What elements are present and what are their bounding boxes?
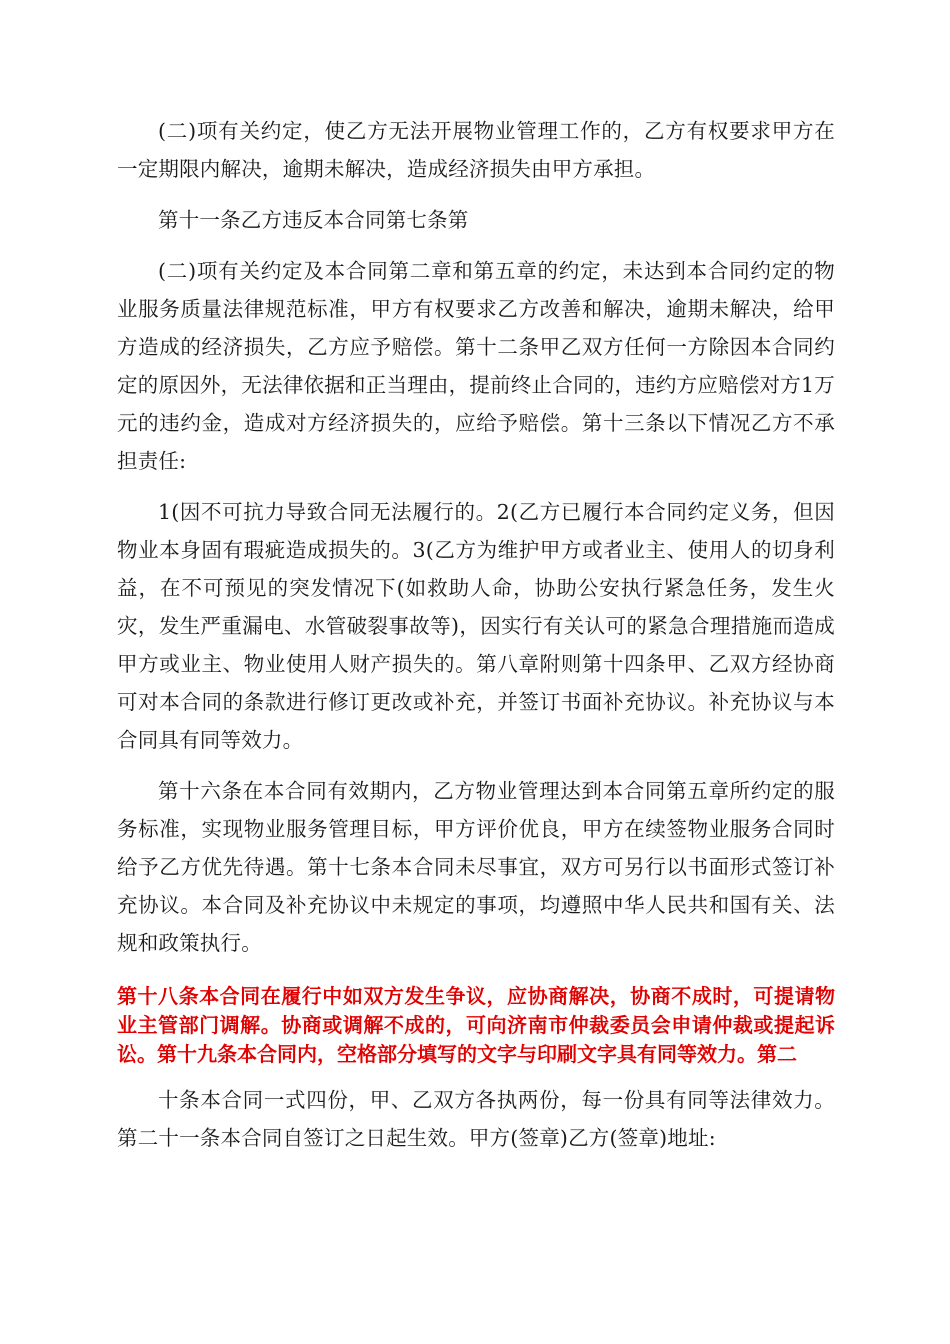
document-page <box>117 112 835 1157</box>
paragraph-4: 1(因不可抗力导致合同无法履行的。2(乙方已履行本合同约定义务，但因物业本身固有瑕疵造成损失的。3(乙方为维护甲方或者业主、使用人的切身利益，在不可预见的突发情况下(如救助人命，协助公安执行紧急任务，发生火灾，发生严重漏电、水管破裂事故等)，因实行有关认可的紧急合理措施而造成甲方或业主、物业使用人财产损失的。第八章附则第十四条甲、乙双方经协商可对本合同的条款进行修订更改或补充，并签订书面补充协议。补充协议与本合同具有同等效力。 <box>117 500 835 752</box>
highlighted-paragraph: 第十八条本合同在履行中如双方发生争议，应协商解决，协商不成时，可提请物业主管部门调解。协商或调解不成的，可向济南市仲裁委员会申请仲裁或提起诉讼。第十九条本合同内，空格部分填写的文字与印刷文字具有同等效力。第二 <box>117 984 835 1066</box>
paragraph-1: (二)项有关约定，使乙方无法开展物业管理工作的，乙方有权要求甲方在一定期限内解决，逾期未解决，造成经济损失由甲方承担。 <box>117 119 835 181</box>
paragraph-3: (二)项有关约定及本合同第二章和第五章的约定，未达到本合同约定的物业服务质量法律规范标准，甲方有权要求乙方改善和解决，逾期未解决，给甲方造成的经济损失，乙方应予赔偿。第十二条甲乙双方任何一方除因本合同约定的原因外，无法律依据和正当理由，提前终止合同的，违约方应赔偿对方1万元的违约金，造成对方经济损失的，应给予赔偿。第十三条以下情况乙方不承担责任: <box>117 259 835 473</box>
paragraph-5: 第十六条在本合同有效期内，乙方物业管理达到本合同第五章所约定的服务标准，实现物业服务管理目标，甲方评价优良，甲方在续签物业服务合同时给予乙方优先待遇。第十七条本合同未尽事宜，双方可另行以书面形式签订补充协议。本合同及补充协议中未规定的事项，均遵照中华人民共和国有关、法规和政策执行。 <box>117 779 835 955</box>
paragraph-7: 十条本合同一式四份，甲、乙双方各执两份，每一份具有同等法律效力。第二十一条本合同自签订之日起生效。甲方(签章)乙方(签章)地址: <box>117 1088 835 1150</box>
paragraph-2: 第十一条乙方违反本合同第七条第 <box>158 208 469 232</box>
